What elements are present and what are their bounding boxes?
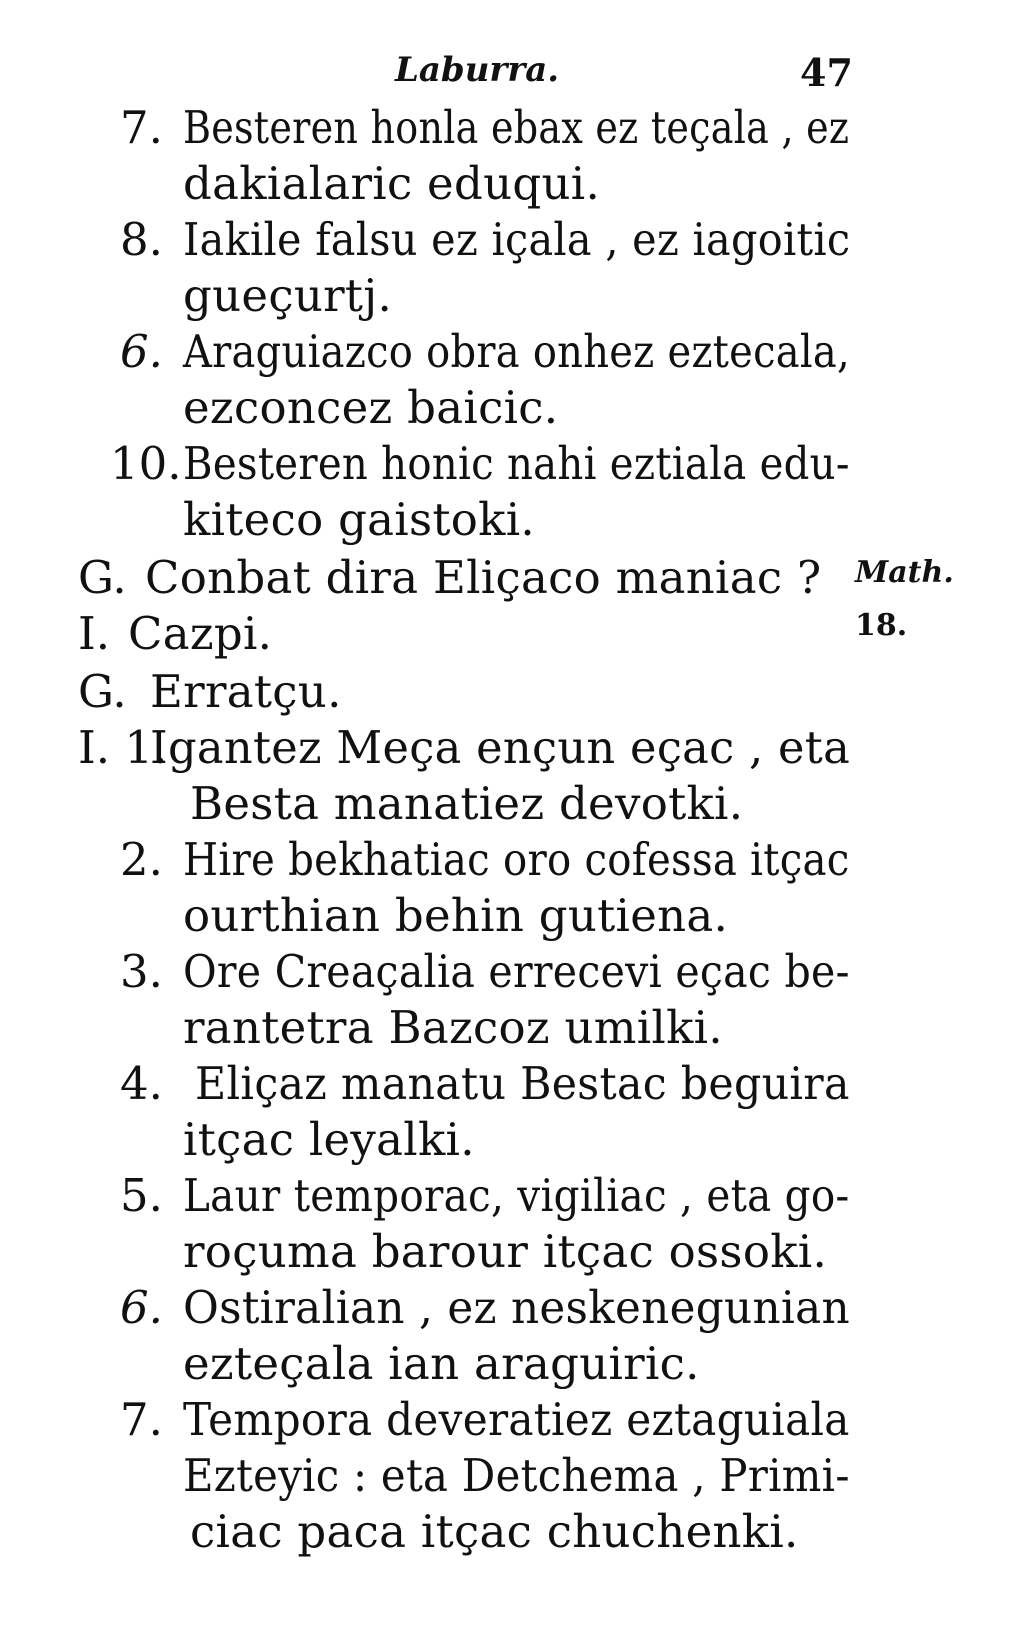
commandment-number: 6. [120,1281,163,1334]
commandment-text-line: itçac leyalki. [183,1113,475,1166]
commandment-text-line: ciac paca itçac chuchenki. [190,1505,799,1558]
entry-text-line: ezconcez baicic. [183,381,559,434]
commandment-text-line: Hire bekhatiac oro cofessa itçac [183,833,850,886]
entry-number: 8. [120,213,163,266]
running-header-title: Laburra. [395,50,560,90]
entry-text-line: kiteco gaistoki. [183,493,536,546]
commandment-number: I. 1. [78,721,168,774]
entry-text-line: Araguiazco obra onhez eztecala, [183,325,851,378]
speaker-marker: I. [78,607,111,660]
entry-text-line: Besteren honic nahi eztiala edu- [183,437,850,490]
commandment-text-line: Ostiralian , ez neskenegunian [183,1281,850,1334]
speaker-marker: G. [78,551,127,604]
commandment-text-line: Igantez Meça ençun eçac , eta [150,721,851,774]
commandment-text-line: Besta manatiez devotki. [190,777,744,830]
entry-number: 10. [110,437,182,490]
question-text: Conbat dira Eliçaco maniac ? [145,551,822,604]
speaker-marker: G. [78,665,127,718]
commandment-number: 5. [120,1169,163,1222]
entry-text-line: gueçurtj. [183,269,393,322]
commandment-text-line: Eliçaz manatu Bestac beguira [195,1057,850,1110]
commandment-text-line: Tempora deveratiez eztaguiala [183,1393,850,1446]
entry-number: 7. [120,101,163,154]
margin-note-chapter: 18. [855,608,908,643]
entry-text-line: Besteren honla ebax ez teçala , ez [183,101,850,154]
entry-text-line: Iakile falsu ez içala , ez iagoitic [183,213,851,266]
commandment-number: 2. [120,833,163,886]
commandment-number: 4. [120,1057,163,1110]
page-number: 47 [800,50,853,95]
commandment-text-line: Ezteyic : eta Detchema , Primi- [183,1449,850,1502]
answer-text: Cazpi. [128,607,273,660]
commandment-number: 3. [120,945,163,998]
commandment-text-line: Laur temporac, vigiliac , eta go- [183,1169,850,1222]
commandment-text-line: ourthian behin gutiena. [183,889,729,942]
entry-text-line: dakialaric eduqui. [183,157,601,210]
commandment-text-line: ezteçala ian araguiric. [183,1337,700,1390]
commandment-number: 7. [120,1393,163,1446]
margin-note-reference: Math. [855,555,954,590]
commandment-text-line: roçuma barour itçac ossoki. [183,1225,828,1278]
entry-number: 6. [120,325,163,378]
question-text: Erratçu. [150,665,342,718]
commandment-text-line: rantetra Bazcoz umilki. [183,1001,723,1054]
commandment-text-line: Ore Creaçalia errecevi eçac be- [183,945,850,998]
